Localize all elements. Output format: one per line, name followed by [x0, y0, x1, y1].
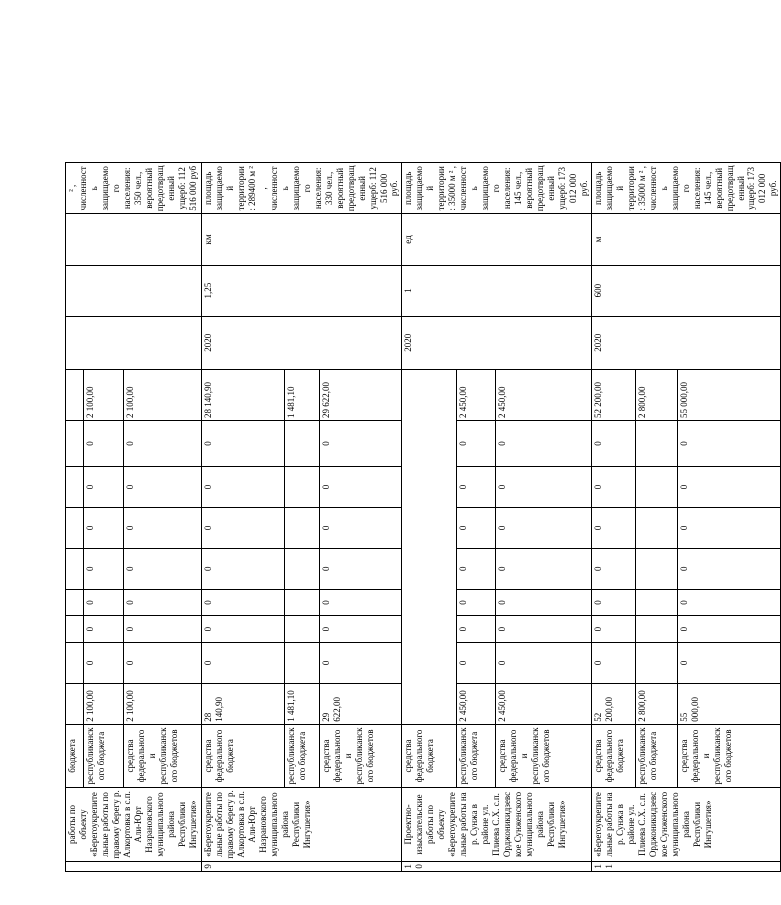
year-value-cell [284, 467, 320, 508]
year-value-cell [66, 616, 84, 643]
year-value-cell: 0 [202, 589, 285, 616]
year-value-cell [284, 616, 320, 643]
effect-description-cell: площадь защищаемой территории: 35000 м ² , численность защищаемого населения: 145 чел., вероятный предотвращенный ущерб: 173 012 000 руб. [591, 163, 780, 214]
funding-source-cell: средства федерального бюджета [591, 724, 635, 787]
object-name-cell: работы по объекту «Берегоукрепительные работы по правому берегу р. Алкортовка в с.п. Али-Юрт Назрановского муниципального района Республики Ингушетия» [66, 788, 202, 862]
year-value-cell [66, 589, 84, 616]
table-row [591, 23, 635, 872]
year-value-cell [635, 589, 678, 616]
unit-cell: м [591, 214, 780, 265]
year-value-cell [635, 467, 678, 508]
table-row [124, 23, 202, 872]
year-value-cell: 0 [124, 548, 202, 589]
year-value-cell [66, 507, 84, 548]
year-value-cell: 0 [678, 548, 781, 589]
capacity-cell: 1 [402, 265, 591, 316]
year-value-cell: 0 [84, 616, 124, 643]
year-value-cell: 55 000,00 [678, 369, 781, 420]
year-value-cell: 0 [320, 421, 402, 467]
year-value-cell [635, 421, 678, 467]
year-value-cell [66, 369, 84, 420]
total-amount-cell: 2 450,00 [456, 683, 496, 724]
funding-source-cell: республиканского бюджета [284, 724, 320, 787]
year-value-cell: 0 [320, 589, 402, 616]
total-amount-cell: 2 100,00 [84, 683, 124, 724]
year-value-cell: 52 200,00 [591, 369, 635, 420]
year-value-cell: 0 [124, 616, 202, 643]
capacity-cell: 600 [591, 265, 780, 316]
year-value-cell: 1 481,10 [284, 369, 320, 420]
object-name-cell: «Берегоукрепительные работы по правому берегу р. Алкортовка в с.п. Али-Юрт Назрановского муниципального района Республики Ингушетия» [202, 788, 402, 862]
funding-source-cell: средства федерального бюджета [202, 724, 285, 787]
year-value-cell: 0 [320, 642, 402, 683]
year-value-cell [66, 642, 84, 683]
year-value-cell: 0 [84, 589, 124, 616]
funding-source-cell: средства федерального и республиканского бюджетов [678, 724, 781, 787]
year-value-cell: 0 [591, 616, 635, 643]
year-value-cell [635, 616, 678, 643]
completion-year-cell: 2020 [591, 316, 780, 369]
total-amount-cell: 2 100,00 [124, 683, 202, 724]
capacity-cell [66, 265, 202, 316]
year-value-cell: 0 [456, 589, 496, 616]
row-number-cell: 10 [402, 861, 591, 871]
year-value-cell [635, 548, 678, 589]
year-value-cell [635, 507, 678, 548]
funding-source-cell: средства федерального и республиканского бюджетов [496, 724, 592, 787]
year-value-cell: 0 [456, 642, 496, 683]
table-row [84, 23, 124, 872]
funding-source-cell: республиканского бюджета [635, 724, 678, 787]
table-row [496, 23, 592, 872]
year-value-cell: 0 [496, 616, 592, 643]
year-value-cell [66, 421, 84, 467]
table-row [320, 23, 402, 872]
funding-source-cell: средства федерального и республиканского бюджетов [124, 724, 202, 787]
year-value-cell: 0 [320, 616, 402, 643]
row-number-cell: 9 [202, 861, 402, 871]
year-value-cell [284, 642, 320, 683]
year-value-cell: 0 [202, 616, 285, 643]
total-amount-cell: 1 481,10 [284, 683, 320, 724]
year-value-cell [66, 467, 84, 508]
year-value-cell [635, 642, 678, 683]
year-value-cell [284, 589, 320, 616]
table-row [635, 23, 678, 872]
table-row [402, 23, 456, 872]
rotated-table-page [65, 22, 779, 872]
total-amount-cell: 2 450,00 [496, 683, 592, 724]
year-value-cell: 0 [456, 548, 496, 589]
year-value-cell: 0 [678, 467, 781, 508]
effect-description-cell: площадь защищаемой территории: 289400 м ² , численность защищаемого населения: 330 чел., вероятный предотвращенный ущерб: 112 516 000 руб. [202, 163, 402, 214]
object-name-cell: «Берегоукрепительные работы на р. Сунжа в районе ул. Плиева С.Х. с.п. Орджоникидзевское Сунженского муниципального района Республики Ингушетия» [591, 788, 780, 862]
year-value-cell: 0 [678, 642, 781, 683]
year-value-cell: 0 [496, 467, 592, 508]
table-row [284, 23, 320, 872]
row-number-cell: 11 [591, 861, 780, 871]
year-value-cell: 0 [84, 421, 124, 467]
year-value-cell: 2 450,00 [456, 369, 496, 420]
unit-cell: км [202, 214, 402, 265]
year-value-cell: 0 [678, 616, 781, 643]
year-value-cell: 0 [202, 467, 285, 508]
year-value-cell: 0 [320, 507, 402, 548]
funding-source-cell: средства федерального бюджета [402, 724, 456, 787]
year-value-cell: 0 [496, 421, 592, 467]
year-value-cell [284, 548, 320, 589]
year-value-cell: 0 [84, 467, 124, 508]
object-name-cell: Проектно-изыскательские работы по объекту «Берегоукрепительные работы на р. Сунжа в районе ул. Плиева С.Х. с.п. Орджоникидзевское Сунженского муниципального района Республики Ингушетия» [402, 788, 591, 862]
year-value-cell: 29 622,00 [320, 369, 402, 420]
unit-cell [66, 214, 202, 265]
year-value-cell: 0 [202, 507, 285, 548]
year-value-cell: 0 [591, 642, 635, 683]
year-value-cell: 0 [496, 642, 592, 683]
effect-description-cell: площадь защищаемой территории: 35000 м ² , численность защищаемого населения: 145 чел., вероятный предотвращенный ущерб: 173 012 000 руб. [402, 163, 591, 214]
total-amount-cell [66, 683, 84, 724]
year-value-cell: 0 [678, 421, 781, 467]
completion-year-cell: 2020 [202, 316, 402, 369]
capacity-cell: 1,25 [202, 265, 402, 316]
year-value-cell: 2 800,00 [635, 369, 678, 420]
year-value-cell: 0 [124, 421, 202, 467]
total-amount-cell: 55 000,00 [678, 683, 781, 724]
effect-description-cell: ² , численность защищаемого населения: 350 чел., вероятный предотвращенный ущерб: 112 516 000 руб [66, 163, 202, 214]
completion-year-cell [66, 316, 202, 369]
year-value-cell: 0 [202, 421, 285, 467]
year-value-cell: 0 [124, 589, 202, 616]
year-value-cell: 2 450,00 [496, 369, 592, 420]
year-value-cell: 28 140,90 [202, 369, 285, 420]
year-value-cell: 0 [124, 642, 202, 683]
year-value-cell: 2 100,00 [84, 369, 124, 420]
year-value-cell: 0 [124, 507, 202, 548]
year-value-cell: 0 [456, 467, 496, 508]
year-value-cell [284, 507, 320, 548]
total-amount-cell: 29 622,00 [320, 683, 402, 724]
year-value-cell: 0 [320, 548, 402, 589]
year-value-cell: 0 [202, 548, 285, 589]
year-value-cell: 0 [202, 642, 285, 683]
year-value-cell: 0 [456, 421, 496, 467]
table-row [202, 23, 285, 872]
table-body [66, 23, 781, 872]
funding-source-cell: средства федерального и республиканского бюджетов [320, 724, 402, 787]
year-value-cell: 0 [591, 421, 635, 467]
empty-values-cell [402, 369, 456, 724]
year-value-cell: 0 [124, 467, 202, 508]
total-amount-cell: 52 200,00 [591, 683, 635, 724]
funding-source-cell: бюджета [66, 724, 84, 787]
year-value-cell: 0 [84, 507, 124, 548]
year-value-cell: 0 [320, 467, 402, 508]
year-value-cell: 0 [496, 507, 592, 548]
program-table [65, 22, 781, 872]
row-number-cell [66, 861, 202, 871]
table-row [456, 23, 496, 872]
year-value-cell: 0 [456, 616, 496, 643]
year-value-cell: 0 [84, 548, 124, 589]
year-value-cell: 0 [678, 589, 781, 616]
year-value-cell: 2 100,00 [124, 369, 202, 420]
total-amount-cell: 2 800,00 [635, 683, 678, 724]
year-value-cell: 0 [496, 589, 592, 616]
table-row [678, 23, 781, 872]
year-value-cell: 0 [678, 507, 781, 548]
year-value-cell [284, 421, 320, 467]
year-value-cell: 0 [496, 548, 592, 589]
unit-cell: ед [402, 214, 591, 265]
completion-year-cell: 2020 [402, 316, 591, 369]
year-value-cell: 0 [591, 548, 635, 589]
funding-source-cell: республиканского бюджета [84, 724, 124, 787]
table-row [66, 23, 84, 872]
year-value-cell: 0 [591, 467, 635, 508]
funding-source-cell: республиканского бюджета [456, 724, 496, 787]
total-amount-cell: 28 140,90 [202, 683, 285, 724]
year-value-cell: 0 [456, 507, 496, 548]
year-value-cell: 0 [84, 642, 124, 683]
year-value-cell: 0 [591, 589, 635, 616]
year-value-cell: 0 [591, 507, 635, 548]
year-value-cell [66, 548, 84, 589]
